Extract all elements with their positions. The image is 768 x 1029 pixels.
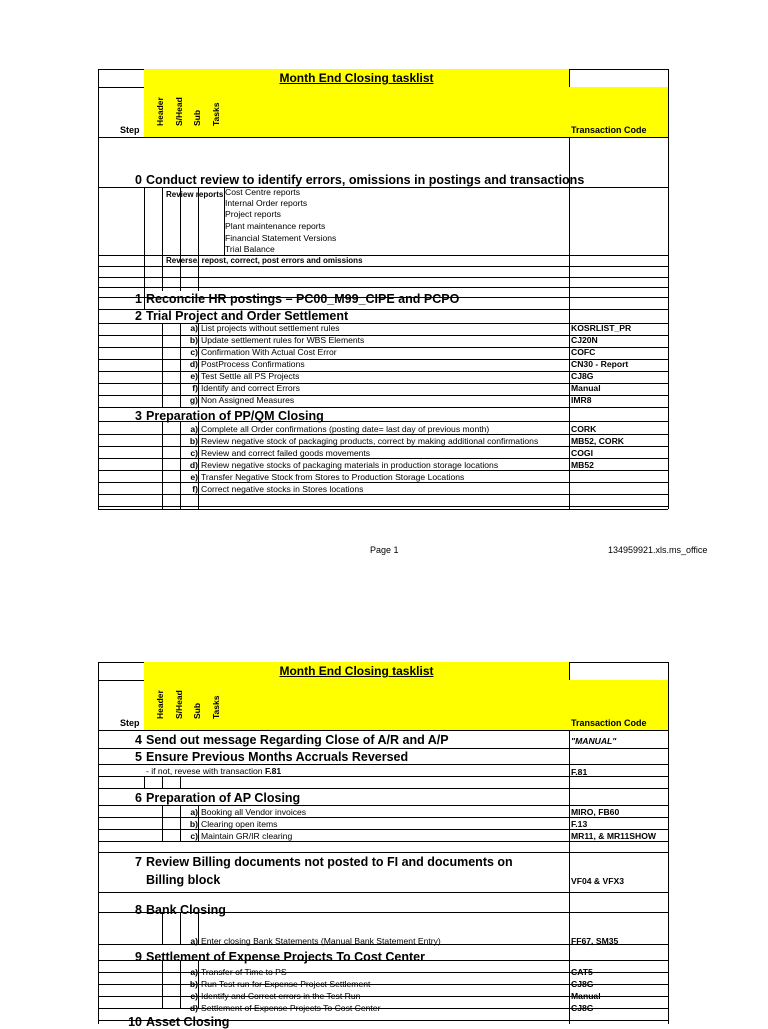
task-letter: b) xyxy=(189,436,198,446)
transaction-code: "MANUAL" xyxy=(571,736,617,746)
step-title: Preparation of AP Closing xyxy=(146,791,301,805)
grid-line xyxy=(162,255,163,291)
transaction-code: CJ8G xyxy=(571,979,594,989)
task-letter: a) xyxy=(190,967,198,977)
task-letter: b) xyxy=(189,819,198,829)
task-text: PostProcess Confirmations xyxy=(201,359,305,369)
task-text: Identify and correct Errors xyxy=(201,383,300,393)
grid-line xyxy=(198,421,199,509)
task-letter: d) xyxy=(189,460,198,470)
task-text: Transfer of Time to PS xyxy=(201,967,287,977)
transaction-code: CORK xyxy=(571,424,597,434)
task-text: Clearing open items xyxy=(201,819,278,829)
grid-line xyxy=(198,323,199,407)
grid-line xyxy=(98,748,668,749)
task-letter: f) xyxy=(192,383,198,393)
grid-line xyxy=(144,776,145,788)
task-text: Non Assigned Measures xyxy=(201,395,295,405)
transaction-code: COGI xyxy=(571,448,593,458)
task-text: Complete all Order confirmations (posting date= last day of previous month) xyxy=(201,424,490,434)
task-letter: g) xyxy=(189,395,198,405)
task-text: Correct negative stocks in Stores locations xyxy=(201,484,364,494)
grid-line xyxy=(162,960,163,1008)
task-letter: b) xyxy=(189,979,198,989)
grid-line xyxy=(162,323,163,407)
step-number: 6 xyxy=(135,791,142,805)
task-letter: e) xyxy=(190,371,198,381)
task-letter: a) xyxy=(190,323,198,333)
grid-line xyxy=(162,776,163,788)
step-title: Preparation of PP/QM Closing xyxy=(146,409,324,423)
task-text: Settlement of Expense Projects To Cost Center xyxy=(201,1003,381,1013)
transaction-code: MR11, & MR11SHOW xyxy=(571,831,657,841)
task-text: Maintain GR/IR clearing xyxy=(201,831,293,841)
step-title: Conduct review to identify errors, omissions in postings and transactions xyxy=(146,173,585,187)
task-text: Transfer Negative Stock from Stores to Production Storage Locations xyxy=(201,472,465,482)
task-text: Update settlement rules for WBS Elements xyxy=(201,335,365,345)
grid-line xyxy=(98,892,668,893)
file-name: 134959921.xls.ms_office xyxy=(608,545,708,555)
reverse-label: Reverse, repost, correct, post errors and omissions xyxy=(166,256,363,265)
task-letter: d) xyxy=(189,359,198,369)
task-letter: c) xyxy=(190,347,198,357)
grid-line xyxy=(162,187,163,255)
transaction-code: CJ20N xyxy=(571,335,598,345)
step-number: 8 xyxy=(135,903,142,917)
step-number: 1 xyxy=(135,292,142,306)
task-text: Review negative stocks of packaging materials in production storage locations xyxy=(201,460,499,470)
grid-line xyxy=(668,662,669,1024)
report-item: Plant maintenance reports xyxy=(225,221,326,231)
transaction-code: VF04 & VFX3 xyxy=(571,876,625,886)
grid-line xyxy=(98,788,668,789)
step-title: Trial Project and Order Settlement xyxy=(146,309,349,323)
transaction-code: CN30 - Report xyxy=(571,359,629,369)
step-note: - if not, revese with transaction F.81 xyxy=(146,766,282,776)
step-number: 3 xyxy=(135,409,142,423)
grid-line xyxy=(98,764,668,765)
transaction-code: MIRO, FB60 xyxy=(571,807,620,817)
task-letter: d) xyxy=(189,1003,198,1013)
task-text: Booking all Vendor invoices xyxy=(201,807,307,817)
task-letter: c) xyxy=(190,448,198,458)
grid-line xyxy=(98,187,668,188)
transaction-code: CJ8G xyxy=(571,371,594,381)
transaction-code: Manual xyxy=(571,383,601,393)
task-letter: e) xyxy=(190,472,198,482)
grid-line xyxy=(98,407,668,408)
task-text: Confirmation With Actual Cost Error xyxy=(201,347,337,357)
step-title: Asset Closing xyxy=(146,1015,230,1029)
transaction-code: KOSRLIST_PR xyxy=(571,323,632,333)
task-text: Test Settle all PS Projects xyxy=(201,371,300,381)
grid-line xyxy=(162,805,163,841)
transaction-code: MB52 xyxy=(571,460,594,470)
task-letter: a) xyxy=(190,807,198,817)
grid-line xyxy=(98,277,668,278)
transaction-code: CAT5 xyxy=(571,967,593,977)
task-letter: c) xyxy=(190,831,198,841)
step-number: 7 xyxy=(135,855,142,869)
task-letter: c) xyxy=(190,991,198,1001)
task-letter: f) xyxy=(192,484,198,494)
task-text: Run Test run for Expense Project Settlement xyxy=(201,979,371,989)
sheet-title: Month End Closing tasklist xyxy=(279,664,434,678)
task-text: Enter closing Bank Statements (Manual Bank Statement Entry) xyxy=(201,936,441,946)
task-text: Identify and Correct errors in the Test Run xyxy=(201,991,361,1001)
step-title: Send out message Regarding Close of A/R and A/P xyxy=(146,733,449,747)
grid-line xyxy=(98,137,668,138)
step-title-line2: Billing block xyxy=(146,873,221,887)
step-number: 0 xyxy=(135,173,142,187)
step-number: 5 xyxy=(135,750,142,764)
task-letter: a) xyxy=(190,936,198,946)
grid-line xyxy=(162,421,163,509)
transaction-code: Manual xyxy=(571,991,601,1001)
sheet-title: Month End Closing tasklist xyxy=(279,71,434,85)
review-reports-label: Review reports xyxy=(166,190,224,199)
transaction-code: CJ8G xyxy=(571,1003,594,1013)
task-letter: b) xyxy=(189,335,198,345)
report-item: Internal Order reports xyxy=(225,198,308,208)
grid-line xyxy=(98,805,668,806)
grid-line xyxy=(98,509,668,510)
grid-line xyxy=(668,69,669,509)
grid-line xyxy=(98,662,99,1024)
report-item: Project reports xyxy=(225,209,281,219)
report-item: Trial Balance xyxy=(225,244,275,254)
transaction-code: MB52, CORK xyxy=(571,436,625,446)
page-number: Page 1 xyxy=(370,545,399,555)
task-text: List projects without settlement rules xyxy=(201,323,340,333)
grid-line xyxy=(144,187,145,309)
grid-line xyxy=(98,69,99,509)
step-number: 9 xyxy=(135,950,142,964)
step-title: Bank Closing xyxy=(146,903,226,917)
transaction-code: F.81 xyxy=(571,767,588,777)
task-letter: a) xyxy=(190,424,198,434)
step-title-line1: Review Billing documents not posted to FI and documents on xyxy=(146,855,513,869)
grid-line xyxy=(98,287,668,288)
transaction-code: COFC xyxy=(571,347,596,357)
grid-line xyxy=(98,266,668,267)
step-title: Settlement of Expense Projects To Cost Center xyxy=(146,950,425,964)
task-text: Review and correct failed goods movements xyxy=(201,448,371,458)
grid-line xyxy=(198,805,199,841)
step-title: Reconcile HR postings – PC00_M99_CIPE and PCPO xyxy=(146,292,460,306)
task-text: Review negative stock of packaging products, correct by making additional confirmations xyxy=(201,436,539,446)
step-number: 2 xyxy=(135,309,142,323)
transaction-code: F.13 xyxy=(571,819,588,829)
transaction-code: FF67, SM35 xyxy=(571,936,619,946)
step-title: Ensure Previous Months Accruals Reversed xyxy=(146,750,409,764)
transaction-code: IMR8 xyxy=(571,395,592,405)
report-item: Financial Statement Versions xyxy=(225,233,337,243)
step-number: 10 xyxy=(128,1015,142,1029)
grid-line xyxy=(98,730,668,731)
grid-line xyxy=(180,776,181,788)
grid-line xyxy=(198,960,199,1008)
grid-line xyxy=(98,506,668,507)
report-item: Cost Centre reports xyxy=(225,187,300,197)
step-number: 4 xyxy=(135,733,142,747)
grid-line xyxy=(98,852,668,853)
